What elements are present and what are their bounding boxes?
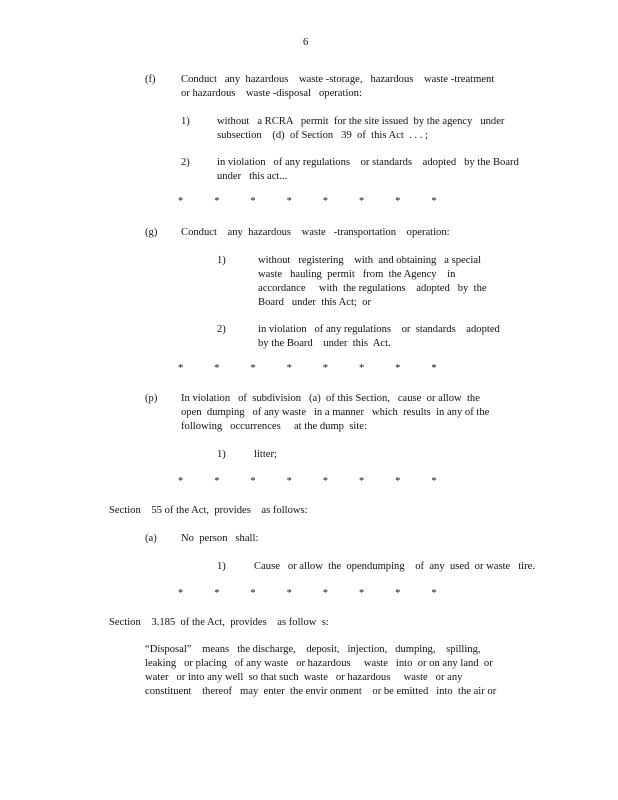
section-55-sub-text: No person shall: [181, 533, 259, 544]
clause-f-item1-num: 1) [181, 116, 190, 127]
section-3185-line-3: water or into any well so that such waste or hazardous waste or any [145, 672, 463, 683]
star: * [358, 363, 365, 374]
star: * [395, 196, 401, 207]
star: * [431, 476, 437, 487]
clause-f-item1-line1: without a RCRA permit for the site issued by the agency under [217, 116, 505, 127]
clause-f-item1-line2: subsection (d) of Section 39 of this Act . . . ; [217, 130, 428, 141]
star: * [322, 476, 329, 487]
star: * [214, 196, 220, 207]
star: * [431, 363, 437, 374]
clause-f-item2-num: 2) [181, 157, 190, 168]
star: * [358, 476, 365, 487]
star: * [358, 588, 365, 599]
clause-p-lead-2: open dumping of any waste in a manner which results in any of the [181, 407, 490, 418]
clause-g-item1-line3: accordance with the regulations adopted by the [258, 283, 487, 294]
star: * [178, 196, 184, 207]
clause-p-item1-num: 1) [217, 449, 226, 460]
clause-g-item1-line1: without registering with and obtaining a special [258, 255, 482, 266]
clause-p-item1-line1: litter; [254, 449, 277, 460]
star: * [250, 363, 256, 374]
ellipsis-stars [178, 196, 468, 207]
star: * [250, 476, 256, 487]
clause-p-label: (p) [145, 393, 158, 404]
page-number: 6 [303, 37, 309, 48]
section-3185-line-1: “Disposal” means the discharge, deposit, injection, dumping, spilling, [145, 644, 481, 655]
star: * [286, 476, 292, 487]
clause-g-label: (g) [145, 227, 158, 238]
star: * [431, 588, 437, 599]
star: * [322, 196, 329, 207]
star: * [395, 363, 401, 374]
star: * [178, 476, 184, 487]
clause-f-label: (f) [145, 74, 156, 85]
star: * [322, 363, 329, 374]
clause-f-lead-2: or hazardous waste -disposal operation: [181, 88, 362, 99]
star: * [178, 588, 184, 599]
star: * [431, 196, 437, 207]
star: * [395, 476, 401, 487]
clause-g-item2-line2: by the Board under this Act. [258, 338, 391, 349]
star: * [322, 588, 329, 599]
clause-g-item2-num: 2) [217, 324, 226, 335]
clause-g-lead-1: Conduct any hazardous waste -transportation operation: [181, 227, 450, 238]
section-3185-heading: Section 3.185 of the Act, provides as follow s: [109, 617, 329, 628]
star: * [214, 476, 220, 487]
clause-f-item2-line2: under this act... [217, 171, 288, 182]
ellipsis-stars [178, 363, 468, 374]
star: * [178, 363, 184, 374]
clause-p-lead-1: In violation of subdivision (a) of this Section, cause or allow the [181, 393, 480, 404]
clause-g-item2-line1: in violation of any regulations or standards adopted [258, 324, 500, 335]
star: * [250, 196, 256, 207]
ellipsis-stars [178, 476, 468, 487]
star: * [286, 196, 292, 207]
section-3185-line-4: constituent thereof may enter the envir onment or be emitted into the air or [145, 686, 497, 697]
clause-g-item1-line4: Board under this Act; or [258, 297, 371, 308]
star: * [214, 588, 220, 599]
star: * [358, 196, 365, 207]
section-3185-line-2: leaking or placing of any waste or hazardous waste into or on any land or [145, 658, 493, 669]
star: * [250, 588, 256, 599]
section-55-item-text: Cause or allow the opendumping of any used or waste tire. [254, 561, 535, 572]
section-55-heading: Section 55 of the Act, provides as follows: [109, 505, 308, 516]
clause-g-item1-line2: waste hauling permit from the Agency in [258, 269, 456, 280]
ellipsis-stars [178, 588, 468, 599]
section-55-item-num: 1) [217, 561, 226, 572]
clause-p-lead-3: following occurrences at the dump site: [181, 421, 367, 432]
clause-f-item2-line1: in violation of any regulations or standards adopted by the Board [217, 157, 519, 168]
star: * [214, 363, 220, 374]
star: * [286, 363, 292, 374]
star: * [395, 588, 401, 599]
clause-g-item1-num: 1) [217, 255, 226, 266]
clause-f-lead-1: Conduct any hazardous waste -storage, hazardous waste -treatment [181, 74, 495, 85]
star: * [286, 588, 292, 599]
section-55-sub-label: (a) [145, 533, 157, 544]
